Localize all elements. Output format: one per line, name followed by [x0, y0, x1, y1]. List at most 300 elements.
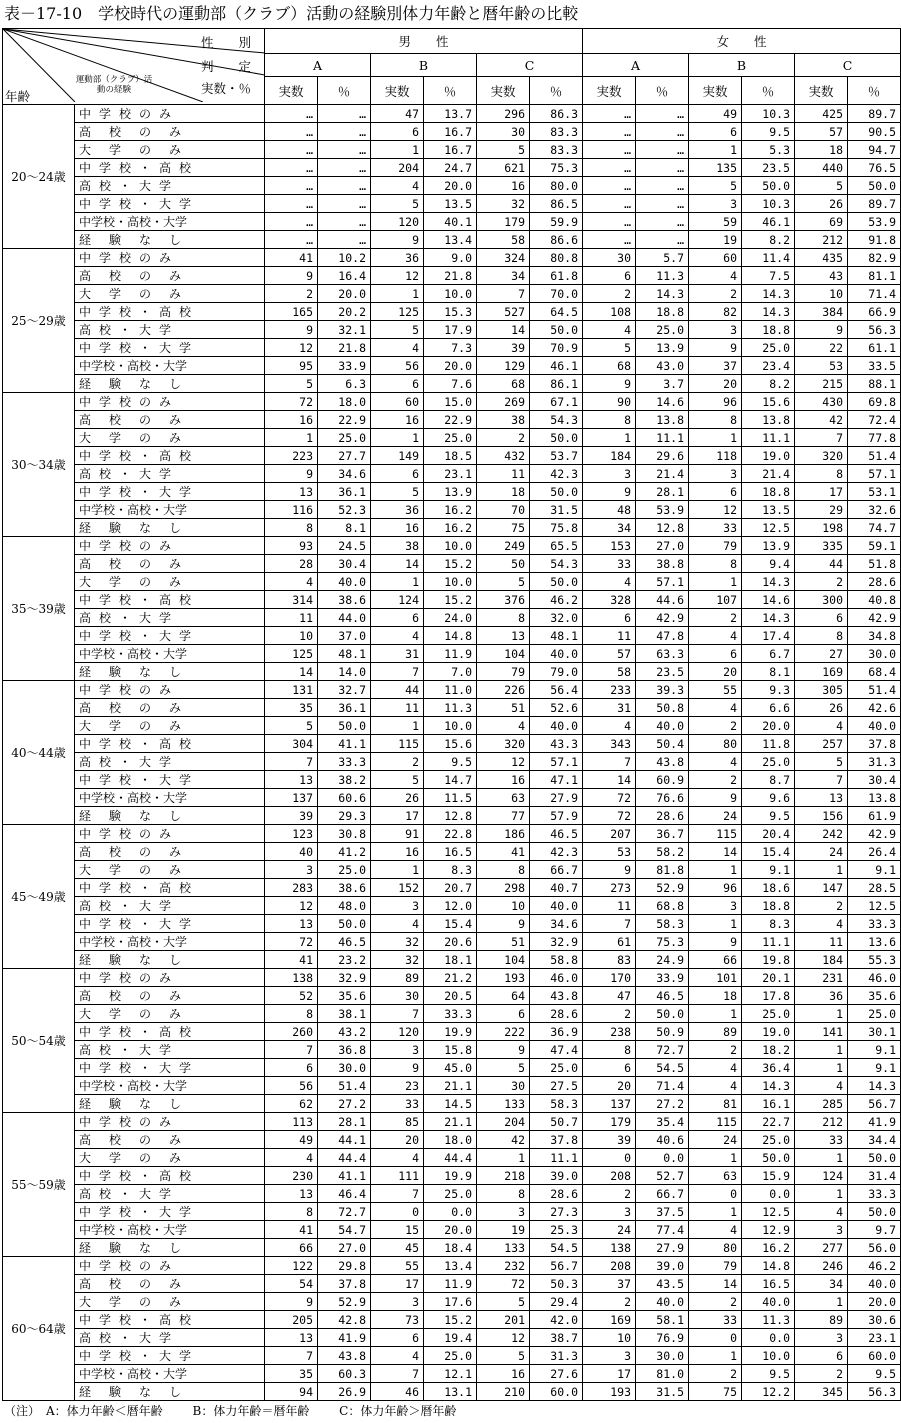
- value-cell: 25.3: [530, 1221, 583, 1239]
- value-cell: 9: [265, 267, 318, 285]
- value-cell: 17.6: [424, 1293, 477, 1311]
- value-cell: 7: [583, 753, 636, 771]
- value-cell: 52: [265, 987, 318, 1005]
- value-cell: 21.2: [424, 969, 477, 987]
- value-cell: 40.0: [848, 1275, 901, 1293]
- value-cell: 36.7: [636, 825, 689, 843]
- value-cell: 64: [477, 987, 530, 1005]
- value-cell: …: [265, 141, 318, 159]
- age-group-cell: 25～29歳: [3, 249, 75, 393]
- value-cell: 345: [795, 1383, 848, 1401]
- value-cell: 13.9: [636, 339, 689, 357]
- value-cell: 46.2: [848, 1257, 901, 1275]
- table-row: [3, 357, 901, 375]
- value-cell: 115: [689, 1113, 742, 1131]
- value-cell: 53.9: [848, 213, 901, 231]
- value-cell: 18.8: [742, 897, 795, 915]
- value-cell: 208: [583, 1167, 636, 1185]
- value-cell: 25.0: [318, 429, 371, 447]
- value-cell: 12.5: [742, 519, 795, 537]
- value-cell: 1: [689, 573, 742, 591]
- value-cell: 37.8: [530, 1131, 583, 1149]
- value-cell: 13.8: [742, 411, 795, 429]
- value-cell: 39: [477, 339, 530, 357]
- experience-cell: 中学校・高校・大学: [75, 213, 265, 231]
- value-cell: 11.1: [742, 429, 795, 447]
- value-cell: 13: [265, 1185, 318, 1203]
- value-cell: 38.2: [318, 771, 371, 789]
- experience-cell: 経験なし: [75, 1095, 265, 1113]
- value-cell: 8.1: [742, 663, 795, 681]
- value-cell: 89: [689, 1023, 742, 1041]
- value-cell: 111: [371, 1167, 424, 1185]
- value-cell: 2: [583, 1185, 636, 1203]
- value-cell: 56: [371, 357, 424, 375]
- value-cell: 14.3: [848, 1077, 901, 1095]
- value-cell: 80.0: [530, 177, 583, 195]
- table-row: [3, 843, 901, 861]
- note-c: C：体力年齢＞暦年齢: [339, 1404, 457, 1418]
- value-cell: 320: [477, 735, 530, 753]
- experience-cell: 中学校・大学: [75, 1059, 265, 1077]
- experience-cell: 高校・大学: [75, 177, 265, 195]
- experience-cell: 高校のみ: [75, 843, 265, 861]
- value-cell: 6: [795, 1347, 848, 1365]
- value-cell: 11.1: [530, 1149, 583, 1167]
- exp-label: 運動部（クラブ）活動の経験: [75, 75, 153, 95]
- table-row: [3, 897, 901, 915]
- value-cell: 74.7: [848, 519, 901, 537]
- value-cell: …: [318, 105, 371, 123]
- value-cell: 14: [689, 1275, 742, 1293]
- table-note: [4, 1402, 482, 1419]
- value-cell: 42.9: [636, 609, 689, 627]
- value-cell: 115: [371, 735, 424, 753]
- value-cell: 147: [795, 879, 848, 897]
- fitness-age-table: [2, 28, 901, 1401]
- value-cell: 6: [371, 465, 424, 483]
- value-cell: 25.0: [530, 1059, 583, 1077]
- value-cell: 56.7: [530, 1257, 583, 1275]
- table-row: [3, 159, 901, 177]
- value-cell: 13.8: [636, 411, 689, 429]
- value-cell: 72.7: [636, 1041, 689, 1059]
- value-cell: 49: [689, 105, 742, 123]
- value-cell: 56.3: [848, 321, 901, 339]
- value-cell: …: [583, 105, 636, 123]
- value-cell: 343: [583, 735, 636, 753]
- table-row: [3, 591, 901, 609]
- value-cell: 135: [689, 159, 742, 177]
- value-cell: 90.5: [848, 123, 901, 141]
- value-cell: 13.1: [424, 1383, 477, 1401]
- value-cell: 57: [583, 645, 636, 663]
- value-cell: 66: [689, 951, 742, 969]
- value-cell: 5: [371, 771, 424, 789]
- experience-cell: 高校・大学: [75, 1185, 265, 1203]
- value-cell: 20.5: [424, 987, 477, 1005]
- value-cell: 20.0: [424, 357, 477, 375]
- value-cell: 30: [477, 123, 530, 141]
- value-cell: 23.1: [424, 465, 477, 483]
- value-cell: 6: [371, 123, 424, 141]
- experience-cell: 中学校・高校: [75, 1311, 265, 1329]
- value-cell: 36.4: [742, 1059, 795, 1077]
- value-cell: 46.5: [318, 933, 371, 951]
- value-cell: 20: [583, 1077, 636, 1095]
- value-cell: 25.0: [742, 753, 795, 771]
- value-cell: 208: [583, 1257, 636, 1275]
- value-cell: 22.8: [424, 825, 477, 843]
- value-cell: 14: [583, 771, 636, 789]
- value-cell: 3: [477, 1203, 530, 1221]
- value-cell: 75.8: [530, 519, 583, 537]
- value-cell: 21.1: [424, 1113, 477, 1131]
- value-cell: 96: [689, 393, 742, 411]
- value-cell: 44.4: [318, 1149, 371, 1167]
- value-cell: 16: [371, 411, 424, 429]
- value-cell: 24: [583, 1221, 636, 1239]
- value-cell: 34.4: [848, 1131, 901, 1149]
- value-cell: 63: [689, 1167, 742, 1185]
- value-cell: 81.0: [636, 1365, 689, 1383]
- value-cell: 39.0: [530, 1167, 583, 1185]
- experience-cell: 中学校・高校・大学: [75, 1365, 265, 1383]
- value-cell: 16.2: [424, 519, 477, 537]
- value-cell: 7.0: [424, 663, 477, 681]
- count-header: 実数: [689, 77, 742, 105]
- value-cell: …: [265, 177, 318, 195]
- value-cell: …: [636, 159, 689, 177]
- experience-cell: 高校のみ: [75, 267, 265, 285]
- value-cell: 223: [265, 447, 318, 465]
- value-cell: 18.6: [742, 879, 795, 897]
- value-cell: 9.3: [742, 681, 795, 699]
- value-cell: 14.3: [742, 285, 795, 303]
- value-cell: 24: [689, 1131, 742, 1149]
- value-cell: 1: [689, 1203, 742, 1221]
- value-cell: 44.0: [318, 609, 371, 627]
- value-cell: 13.5: [742, 501, 795, 519]
- value-cell: 79: [689, 1257, 742, 1275]
- value-cell: 11.3: [742, 1311, 795, 1329]
- value-cell: 0.0: [742, 1329, 795, 1347]
- value-cell: 125: [265, 645, 318, 663]
- value-cell: 20.0: [318, 285, 371, 303]
- value-cell: 30.4: [318, 555, 371, 573]
- age-group-cell: 35～39歳: [3, 537, 75, 681]
- experience-cell: 中学校・高校・大学: [75, 645, 265, 663]
- value-cell: 24.7: [424, 159, 477, 177]
- value-cell: 152: [371, 879, 424, 897]
- value-cell: 8.2: [742, 375, 795, 393]
- value-cell: 2: [583, 1293, 636, 1311]
- value-cell: 20.6: [424, 933, 477, 951]
- value-cell: 21.8: [318, 339, 371, 357]
- value-cell: 6.7: [742, 645, 795, 663]
- value-cell: 20.1: [742, 969, 795, 987]
- value-cell: 50.0: [742, 177, 795, 195]
- value-cell: 2: [689, 1041, 742, 1059]
- value-cell: 20.0: [742, 717, 795, 735]
- table-row: [3, 1365, 901, 1383]
- value-cell: 14.8: [424, 627, 477, 645]
- value-cell: 204: [371, 159, 424, 177]
- value-cell: 7.3: [424, 339, 477, 357]
- value-cell: 18.0: [318, 393, 371, 411]
- value-cell: 17: [583, 1365, 636, 1383]
- value-cell: 41: [265, 951, 318, 969]
- value-cell: 41.2: [318, 843, 371, 861]
- value-cell: 15.4: [424, 915, 477, 933]
- value-cell: 53: [795, 357, 848, 375]
- value-cell: 35.4: [636, 1113, 689, 1131]
- value-cell: 16: [265, 411, 318, 429]
- experience-cell: 中学校・高校・大学: [75, 933, 265, 951]
- value-cell: 435: [795, 249, 848, 267]
- value-cell: 29.8: [318, 1257, 371, 1275]
- value-cell: 14.6: [742, 591, 795, 609]
- judge-label: 判 定: [201, 59, 252, 74]
- value-cell: 153: [583, 537, 636, 555]
- value-cell: 0: [371, 1203, 424, 1221]
- value-cell: 2: [689, 1365, 742, 1383]
- value-cell: 5: [371, 195, 424, 213]
- value-cell: 22.7: [742, 1113, 795, 1131]
- table-row: [3, 951, 901, 969]
- value-cell: 15.2: [424, 1311, 477, 1329]
- value-cell: 186: [477, 825, 530, 843]
- value-cell: 26: [795, 699, 848, 717]
- value-cell: 10.0: [424, 537, 477, 555]
- value-cell: 59: [689, 213, 742, 231]
- value-cell: 89.7: [848, 105, 901, 123]
- table-row: [3, 987, 901, 1005]
- value-cell: 193: [583, 1383, 636, 1401]
- value-cell: 69.8: [848, 393, 901, 411]
- experience-cell: 中学校・高校: [75, 159, 265, 177]
- value-cell: 48.0: [318, 897, 371, 915]
- value-cell: 23.5: [742, 159, 795, 177]
- table-row: [3, 735, 901, 753]
- value-cell: 527: [477, 303, 530, 321]
- value-cell: 4: [795, 915, 848, 933]
- value-cell: …: [583, 141, 636, 159]
- experience-cell: 中学校・高校・大学: [75, 789, 265, 807]
- note-a: （注） A：体力年齢＜暦年齢: [4, 1404, 163, 1418]
- value-cell: 66.9: [848, 303, 901, 321]
- value-cell: 3: [583, 1347, 636, 1365]
- value-cell: 50.0: [530, 573, 583, 591]
- value-cell: 5: [477, 573, 530, 591]
- value-cell: 4: [371, 915, 424, 933]
- value-cell: 40.0: [530, 717, 583, 735]
- value-cell: 210: [477, 1383, 530, 1401]
- experience-cell: 高校のみ: [75, 123, 265, 141]
- experience-cell: 大学のみ: [75, 573, 265, 591]
- table-row: [3, 285, 901, 303]
- value-cell: 18.8: [636, 303, 689, 321]
- experience-cell: 中学校・大学: [75, 339, 265, 357]
- value-cell: 43: [795, 267, 848, 285]
- value-cell: 40.0: [530, 897, 583, 915]
- age-group-cell: 30～34歳: [3, 393, 75, 537]
- value-cell: 40.7: [530, 879, 583, 897]
- value-cell: 1: [689, 141, 742, 159]
- value-cell: 193: [477, 969, 530, 987]
- value-cell: 83.3: [530, 141, 583, 159]
- value-cell: 77.8: [848, 429, 901, 447]
- value-cell: 56.3: [848, 1383, 901, 1401]
- value-cell: 12: [689, 501, 742, 519]
- value-cell: 54.5: [636, 1059, 689, 1077]
- value-cell: 137: [583, 1095, 636, 1113]
- value-cell: 7: [265, 1041, 318, 1059]
- value-cell: 1: [689, 1347, 742, 1365]
- value-cell: 27.5: [530, 1077, 583, 1095]
- value-cell: 11: [477, 465, 530, 483]
- experience-cell: 高校・大学: [75, 321, 265, 339]
- table-row: [3, 1041, 901, 1059]
- table-row: [3, 1221, 901, 1239]
- value-cell: 11: [583, 897, 636, 915]
- value-cell: 296: [477, 105, 530, 123]
- value-cell: 16: [477, 1365, 530, 1383]
- value-cell: 31: [371, 645, 424, 663]
- value-cell: 66.7: [636, 1185, 689, 1203]
- value-cell: …: [636, 177, 689, 195]
- value-cell: 3: [371, 1293, 424, 1311]
- value-cell: 27.3: [530, 1203, 583, 1221]
- value-cell: 15.6: [424, 735, 477, 753]
- value-cell: 4: [689, 699, 742, 717]
- value-cell: 33: [583, 555, 636, 573]
- value-cell: 3: [795, 1329, 848, 1347]
- value-cell: 233: [583, 681, 636, 699]
- value-cell: 46.4: [318, 1185, 371, 1203]
- value-cell: 50.0: [848, 177, 901, 195]
- value-cell: 41: [265, 249, 318, 267]
- experience-cell: 中学校・高校: [75, 735, 265, 753]
- age-group-cell: 55～59歳: [3, 1113, 75, 1257]
- value-cell: 35: [265, 699, 318, 717]
- value-cell: 13.4: [424, 1257, 477, 1275]
- value-cell: 24.9: [636, 951, 689, 969]
- value-cell: 14.8: [742, 1257, 795, 1275]
- value-cell: 1: [477, 1149, 530, 1167]
- value-cell: 17: [795, 483, 848, 501]
- table-row: [3, 411, 901, 429]
- value-cell: 257: [795, 735, 848, 753]
- value-cell: 32.1: [318, 321, 371, 339]
- table-row: [3, 1149, 901, 1167]
- value-cell: 34.8: [848, 627, 901, 645]
- value-cell: 7: [583, 915, 636, 933]
- pct-header: ％: [530, 77, 583, 105]
- value-cell: 118: [689, 447, 742, 465]
- value-cell: 18.8: [742, 483, 795, 501]
- experience-cell: 中学校・大学: [75, 1347, 265, 1365]
- value-cell: 6: [477, 1005, 530, 1023]
- value-cell: 230: [265, 1167, 318, 1185]
- value-cell: 3: [689, 195, 742, 213]
- value-cell: 54.3: [530, 411, 583, 429]
- value-cell: 90: [583, 393, 636, 411]
- value-cell: 12.2: [742, 1383, 795, 1401]
- value-cell: 30.0: [848, 645, 901, 663]
- value-cell: 2: [477, 429, 530, 447]
- value-cell: 3: [689, 321, 742, 339]
- value-cell: 68: [477, 375, 530, 393]
- value-cell: 26: [795, 195, 848, 213]
- pct-header: ％: [636, 77, 689, 105]
- age-group-cell: 45～49歳: [3, 825, 75, 969]
- value-cell: 7: [795, 429, 848, 447]
- value-cell: 39: [583, 1131, 636, 1149]
- grade-header: C: [795, 54, 901, 77]
- experience-cell: 中学校・大学: [75, 1203, 265, 1221]
- value-cell: 9: [583, 375, 636, 393]
- value-cell: 40.0: [636, 717, 689, 735]
- value-cell: 43.5: [636, 1275, 689, 1293]
- value-cell: 48.1: [318, 645, 371, 663]
- value-cell: 33.9: [636, 969, 689, 987]
- value-cell: 53.7: [530, 447, 583, 465]
- value-cell: 44.1: [318, 1131, 371, 1149]
- value-cell: 16.4: [318, 267, 371, 285]
- value-cell: 47: [583, 987, 636, 1005]
- value-cell: 4: [371, 1149, 424, 1167]
- table-row: [3, 1275, 901, 1293]
- value-cell: 40.0: [742, 1293, 795, 1311]
- value-cell: 4: [689, 627, 742, 645]
- value-cell: 23.4: [742, 357, 795, 375]
- value-cell: 4: [265, 1149, 318, 1167]
- value-cell: 61.8: [530, 267, 583, 285]
- value-cell: 18.4: [424, 1239, 477, 1257]
- value-cell: 51.4: [848, 447, 901, 465]
- value-cell: 19.9: [424, 1167, 477, 1185]
- value-cell: 70.0: [530, 285, 583, 303]
- value-cell: 226: [477, 681, 530, 699]
- value-cell: 3: [371, 1041, 424, 1059]
- value-cell: 16: [477, 177, 530, 195]
- table-row: [3, 1023, 901, 1041]
- corner-header: [3, 29, 265, 105]
- value-cell: 6.6: [742, 699, 795, 717]
- value-cell: 38: [371, 537, 424, 555]
- value-cell: 25.0: [742, 339, 795, 357]
- table-row: [3, 879, 901, 897]
- value-cell: 8: [265, 519, 318, 537]
- value-cell: 260: [265, 1023, 318, 1041]
- table-row: [3, 699, 901, 717]
- value-cell: 20: [689, 663, 742, 681]
- value-cell: 12.1: [424, 1365, 477, 1383]
- value-cell: 75.3: [636, 933, 689, 951]
- value-cell: 27.9: [530, 789, 583, 807]
- value-cell: 36: [371, 501, 424, 519]
- value-cell: 72: [265, 933, 318, 951]
- experience-cell: 中学校のみ: [75, 681, 265, 699]
- value-cell: 76.6: [636, 789, 689, 807]
- value-cell: 9.0: [424, 249, 477, 267]
- value-cell: 10.3: [742, 195, 795, 213]
- experience-cell: 高校・大学: [75, 1329, 265, 1347]
- value-cell: 47.1: [530, 771, 583, 789]
- value-cell: 273: [583, 879, 636, 897]
- grade-header: C: [477, 54, 583, 77]
